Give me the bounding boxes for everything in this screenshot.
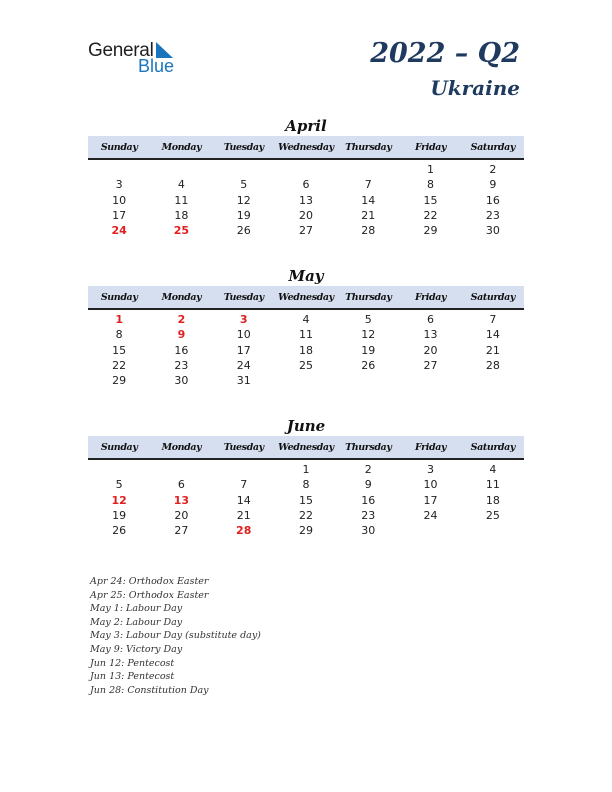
day-cell: 7 xyxy=(240,478,248,492)
day-cell: 16 xyxy=(174,343,189,357)
day-cell: 2 xyxy=(489,163,497,176)
day-cell: 27 xyxy=(423,358,438,372)
day-cell: 19 xyxy=(236,208,251,222)
empty-day-cell xyxy=(213,462,275,477)
weekday-label: Saturday xyxy=(470,291,516,303)
day-cell: 11 xyxy=(485,478,500,492)
day-cell: 28 xyxy=(361,224,376,238)
day-cell: 7 xyxy=(489,313,497,326)
day-cell: 17 xyxy=(112,208,127,222)
day-cell: 6 xyxy=(177,478,185,492)
day-cell: 14 xyxy=(361,193,376,207)
day-cell: 16 xyxy=(485,193,500,207)
day-cell: 22 xyxy=(298,508,313,522)
holiday-day-cell: 13 xyxy=(173,493,190,507)
day-cell: 22 xyxy=(112,358,127,372)
holiday-day-cell: 3 xyxy=(239,313,248,326)
day-cell: 7 xyxy=(364,178,372,192)
empty-day-cell xyxy=(88,462,150,477)
day-cell: 3 xyxy=(427,463,435,476)
week-row xyxy=(88,327,524,342)
day-cell: 31 xyxy=(236,374,251,388)
day-cell: 11 xyxy=(174,193,189,207)
week-row xyxy=(88,477,524,492)
day-cell: 20 xyxy=(174,508,189,522)
month-name: May xyxy=(288,267,324,285)
day-cell: 5 xyxy=(240,178,248,192)
weekday-header xyxy=(88,136,524,160)
month-calendar-may xyxy=(88,266,524,388)
weekday-label: Wednesday xyxy=(278,141,334,153)
day-cell: 22 xyxy=(423,208,438,222)
day-cell: 15 xyxy=(423,193,438,207)
weekday-label: Tuesday xyxy=(223,441,264,453)
week-row xyxy=(88,358,524,373)
weekday-label: Friday xyxy=(414,291,447,303)
day-cell: 18 xyxy=(298,343,313,357)
holiday-entry: Jun 13: Pentecost xyxy=(90,671,175,683)
month-name: April xyxy=(285,117,327,135)
day-cell: 30 xyxy=(174,374,189,388)
holiday-day-cell: 1 xyxy=(115,313,123,326)
empty-day-cell xyxy=(150,162,212,177)
day-cell: 23 xyxy=(174,358,189,372)
month-grid xyxy=(88,160,524,238)
day-cell: 6 xyxy=(302,178,310,192)
week-row xyxy=(88,523,524,538)
week-row xyxy=(88,208,524,223)
weekday-label: Sunday xyxy=(100,441,138,453)
empty-day-cell xyxy=(399,373,461,388)
day-cell: 4 xyxy=(489,463,497,476)
day-cell: 4 xyxy=(302,313,310,326)
country-name: Ukraine xyxy=(430,76,520,100)
week-row xyxy=(88,312,524,327)
weekday-label: Friday xyxy=(414,141,447,153)
weekday-label: Sunday xyxy=(100,141,138,153)
holiday-entry: Jun 28: Constitution Day xyxy=(90,684,209,696)
holiday-list xyxy=(90,575,261,697)
day-cell: 2 xyxy=(364,463,372,476)
empty-day-cell xyxy=(462,523,524,538)
day-cell: 18 xyxy=(485,493,500,507)
day-cell: 1 xyxy=(302,463,310,476)
week-row xyxy=(88,373,524,388)
day-cell: 26 xyxy=(361,358,376,372)
day-cell: 25 xyxy=(485,508,500,522)
holiday-entry: May 2: Labour Day xyxy=(90,616,183,628)
day-cell: 21 xyxy=(485,343,500,357)
day-cell: 18 xyxy=(174,208,189,222)
day-cell: 10 xyxy=(423,478,438,492)
month-calendar-april xyxy=(88,116,524,238)
weekday-label: Monday xyxy=(161,441,202,453)
day-cell: 3 xyxy=(115,178,123,192)
week-row xyxy=(88,193,524,208)
weekday-label: Thursday xyxy=(345,141,392,153)
day-cell: 27 xyxy=(298,224,313,238)
day-cell: 14 xyxy=(236,493,251,507)
logo-text-blue: Blue xyxy=(138,56,175,76)
holiday-day-cell: 24 xyxy=(111,224,127,238)
empty-day-cell xyxy=(88,162,150,177)
week-row xyxy=(88,462,524,477)
day-cell: 14 xyxy=(485,328,500,342)
day-cell: 29 xyxy=(423,224,438,238)
empty-day-cell xyxy=(399,523,461,538)
day-cell: 5 xyxy=(364,313,372,326)
day-cell: 26 xyxy=(112,524,127,538)
empty-day-cell xyxy=(213,162,275,177)
weekday-label: Monday xyxy=(161,291,202,303)
holiday-entry: May 1: Labour Day xyxy=(90,603,183,615)
weekday-label: Thursday xyxy=(345,441,392,453)
day-cell: 23 xyxy=(361,508,376,522)
month-grid xyxy=(88,310,524,388)
holiday-day-cell: 28 xyxy=(236,524,252,538)
week-row xyxy=(88,508,524,523)
weekday-label: Sunday xyxy=(100,291,138,303)
day-cell: 8 xyxy=(427,178,435,192)
day-cell: 24 xyxy=(423,508,438,522)
week-row xyxy=(88,493,524,508)
day-cell: 11 xyxy=(298,328,313,342)
holiday-day-cell: 2 xyxy=(177,313,186,326)
weekday-label: Saturday xyxy=(470,141,516,153)
day-cell: 1 xyxy=(427,163,435,176)
day-cell: 29 xyxy=(112,374,127,388)
empty-day-cell xyxy=(275,373,337,388)
logo-text-general: General xyxy=(88,40,154,61)
holiday-entry: May 3: Labour Day (substitute day) xyxy=(90,630,261,642)
day-cell: 15 xyxy=(298,493,313,507)
day-cell: 29 xyxy=(298,524,313,538)
empty-day-cell xyxy=(150,462,212,477)
holiday-day-cell: 25 xyxy=(173,224,190,238)
empty-day-cell xyxy=(337,162,399,177)
day-cell: 13 xyxy=(298,193,313,207)
holiday-day-cell: 12 xyxy=(111,493,127,507)
day-cell: 4 xyxy=(177,178,185,192)
day-cell: 10 xyxy=(236,328,251,342)
day-cell: 9 xyxy=(364,478,372,492)
day-cell: 13 xyxy=(423,328,438,342)
day-cell: 16 xyxy=(361,493,376,507)
day-cell: 8 xyxy=(115,328,123,342)
weekday-label: Tuesday xyxy=(223,291,264,303)
week-row xyxy=(88,177,524,192)
day-cell: 30 xyxy=(361,524,376,538)
day-cell: 12 xyxy=(236,193,251,207)
month-name: June xyxy=(286,417,326,435)
empty-day-cell xyxy=(337,373,399,388)
week-row xyxy=(88,162,524,177)
weekday-header xyxy=(88,286,524,310)
day-cell: 19 xyxy=(361,343,376,357)
weekday-label: Wednesday xyxy=(278,291,334,303)
day-cell: 17 xyxy=(423,493,438,507)
day-cell: 6 xyxy=(427,313,435,326)
day-cell: 27 xyxy=(174,524,189,538)
day-cell: 28 xyxy=(485,358,500,372)
week-row xyxy=(88,223,524,238)
day-cell: 12 xyxy=(361,328,376,342)
day-cell: 5 xyxy=(115,478,123,492)
month-calendar-june xyxy=(88,416,524,538)
day-cell: 30 xyxy=(485,224,500,238)
empty-day-cell xyxy=(462,373,524,388)
holiday-entry: Jun 12: Pentecost xyxy=(90,657,175,669)
empty-day-cell xyxy=(275,162,337,177)
page-title: 2022 – Q2 xyxy=(370,38,520,69)
holiday-day-cell: 9 xyxy=(177,328,186,342)
weekday-label: Saturday xyxy=(470,441,516,453)
day-cell: 24 xyxy=(236,358,251,372)
weekday-header xyxy=(88,436,524,460)
weekday-label: Friday xyxy=(414,441,447,453)
week-row xyxy=(88,343,524,358)
day-cell: 17 xyxy=(236,343,251,357)
generalblue-logo xyxy=(88,40,183,76)
holiday-entry: Apr 25: Orthodox Easter xyxy=(90,589,209,601)
weekday-label: Tuesday xyxy=(223,141,264,153)
day-cell: 8 xyxy=(302,478,310,492)
holiday-entry: May 9: Victory Day xyxy=(90,643,183,655)
weekday-label: Thursday xyxy=(345,291,392,303)
day-cell: 20 xyxy=(298,208,313,222)
day-cell: 15 xyxy=(112,343,127,357)
day-cell: 23 xyxy=(485,208,500,222)
holiday-entry: Apr 24: Orthodox Easter xyxy=(90,576,209,587)
day-cell: 9 xyxy=(489,178,497,192)
day-cell: 21 xyxy=(236,508,251,522)
day-cell: 21 xyxy=(361,208,376,222)
weekday-label: Wednesday xyxy=(278,441,334,453)
day-cell: 20 xyxy=(423,343,438,357)
day-cell: 25 xyxy=(298,358,313,372)
day-cell: 19 xyxy=(112,508,127,522)
day-cell: 26 xyxy=(236,224,251,238)
day-cell: 10 xyxy=(112,193,127,207)
month-grid xyxy=(88,460,524,538)
weekday-label: Monday xyxy=(161,141,202,153)
